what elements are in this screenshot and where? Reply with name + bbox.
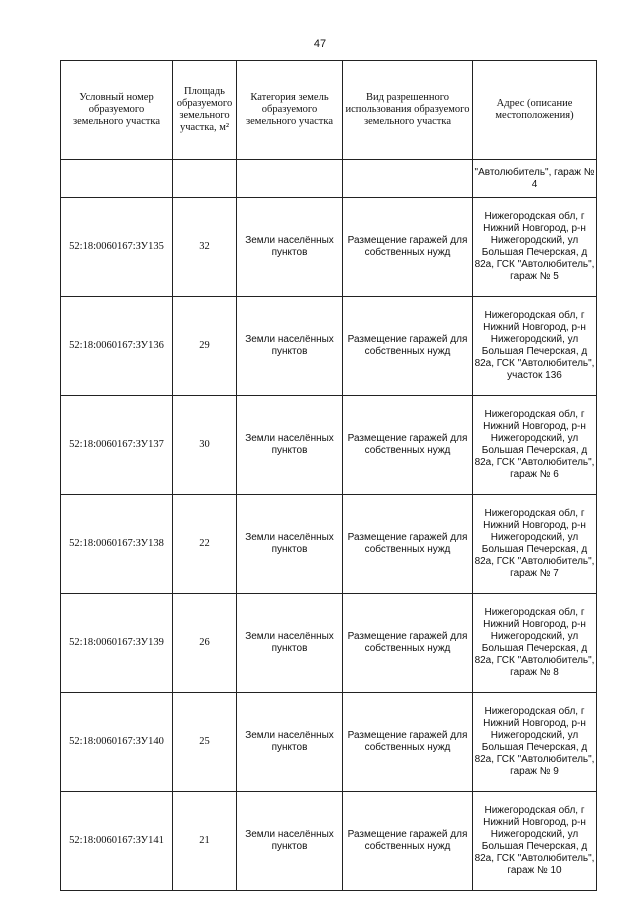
table-row	[61, 198, 597, 297]
area-cell: 30	[173, 396, 237, 495]
table-row	[61, 792, 597, 891]
header-area: Площадь образуемого земельного участка, м²	[173, 61, 237, 160]
cadastral-number-cell: 52:18:0060167:ЗУ137	[61, 396, 173, 495]
page-number: 47	[313, 38, 327, 50]
address-cell: Нижегородская обл, г Нижний Новгород, р-н Нижегородский, ул Большая Печерская, д 82а, ГСК "Автолюбитель", гараж № 7	[473, 495, 597, 594]
table-row	[61, 297, 597, 396]
permitted-use-cell: Размещение гаражей для собственных нужд	[343, 198, 473, 297]
land-category-cell: Земли населённых пунктов	[237, 198, 343, 297]
table-row	[61, 693, 597, 792]
land-category-cell: Земли населённых пунктов	[237, 297, 343, 396]
cadastral-number-cell: 52:18:0060167:ЗУ138	[61, 495, 173, 594]
area-cell: 22	[173, 495, 237, 594]
table-body	[61, 160, 597, 891]
land-category-cell: Земли населённых пунктов	[237, 693, 343, 792]
land-plots-table	[60, 60, 597, 891]
cadastral-number-cell: 52:18:0060167:ЗУ140	[61, 693, 173, 792]
land-category-cell: Земли населённых пунктов	[237, 396, 343, 495]
area-cell: 26	[173, 594, 237, 693]
area-cell: 32	[173, 198, 237, 297]
address-cell: Нижегородская обл, г Нижний Новгород, р-н Нижегородский, ул Большая Печерская, д 82а, ГСК "Автолюбитель", гараж № 9	[473, 693, 597, 792]
header-address: Адрес (описание местоположения)	[473, 61, 597, 160]
table-row	[61, 396, 597, 495]
table-row	[61, 495, 597, 594]
table-row-continued	[61, 160, 597, 198]
cadastral-number-cell: 52:18:0060167:ЗУ135	[61, 198, 173, 297]
address-cell: Нижегородская обл, г Нижний Новгород, р-н Нижегородский, ул Большая Печерская, д 82а, ГСК "Автолюбитель", гараж № 8	[473, 594, 597, 693]
permitted-use-cell: Размещение гаражей для собственных нужд	[343, 792, 473, 891]
table-header	[61, 61, 597, 160]
address-cell: Нижегородская обл, г Нижний Новгород, р-н Нижегородский, ул Большая Печерская, д 82а, ГСК "Автолюбитель", гараж № 5	[473, 198, 597, 297]
header-cadastral-number: Условный номер образуемого земельного участка	[61, 61, 173, 160]
area-cell: 21	[173, 792, 237, 891]
permitted-use-cell: Размещение гаражей для собственных нужд	[343, 693, 473, 792]
cadastral-number-cell: 52:18:0060167:ЗУ136	[61, 297, 173, 396]
address-cell: Нижегородская обл, г Нижний Новгород, р-н Нижегородский, ул Большая Печерская, д 82а, ГСК "Автолюбитель", участок 136	[473, 297, 597, 396]
header-land-category: Категория земель образуемого земельного участка	[237, 61, 343, 160]
permitted-use-cell: Размещение гаражей для собственных нужд	[343, 594, 473, 693]
address-cell: Нижегородская обл, г Нижний Новгород, р-н Нижегородский, ул Большая Печерская, д 82а, ГСК "Автолюбитель", гараж № 6	[473, 396, 597, 495]
cadastral-number-cell: 52:18:0060167:ЗУ139	[61, 594, 173, 693]
permitted-use-cell: Размещение гаражей для собственных нужд	[343, 495, 473, 594]
land-category-cell: Земли населённых пунктов	[237, 792, 343, 891]
address-cell: "Автолюбитель", гараж № 4	[473, 160, 597, 198]
permitted-use-cell: Размещение гаражей для собственных нужд	[343, 396, 473, 495]
area-cell: 25	[173, 693, 237, 792]
table-row	[61, 594, 597, 693]
cadastral-number-cell: 52:18:0060167:ЗУ141	[61, 792, 173, 891]
permitted-use-cell: Размещение гаражей для собственных нужд	[343, 297, 473, 396]
area-cell: 29	[173, 297, 237, 396]
land-category-cell: Земли населённых пунктов	[237, 495, 343, 594]
address-cell: Нижегородская обл, г Нижний Новгород, р-н Нижегородский, ул Большая Печерская, д 82а, ГСК "Автолюбитель", гараж № 10	[473, 792, 597, 891]
header-permitted-use: Вид разрешенного использования образуемого земельного участка	[343, 61, 473, 160]
land-category-cell: Земли населённых пунктов	[237, 594, 343, 693]
